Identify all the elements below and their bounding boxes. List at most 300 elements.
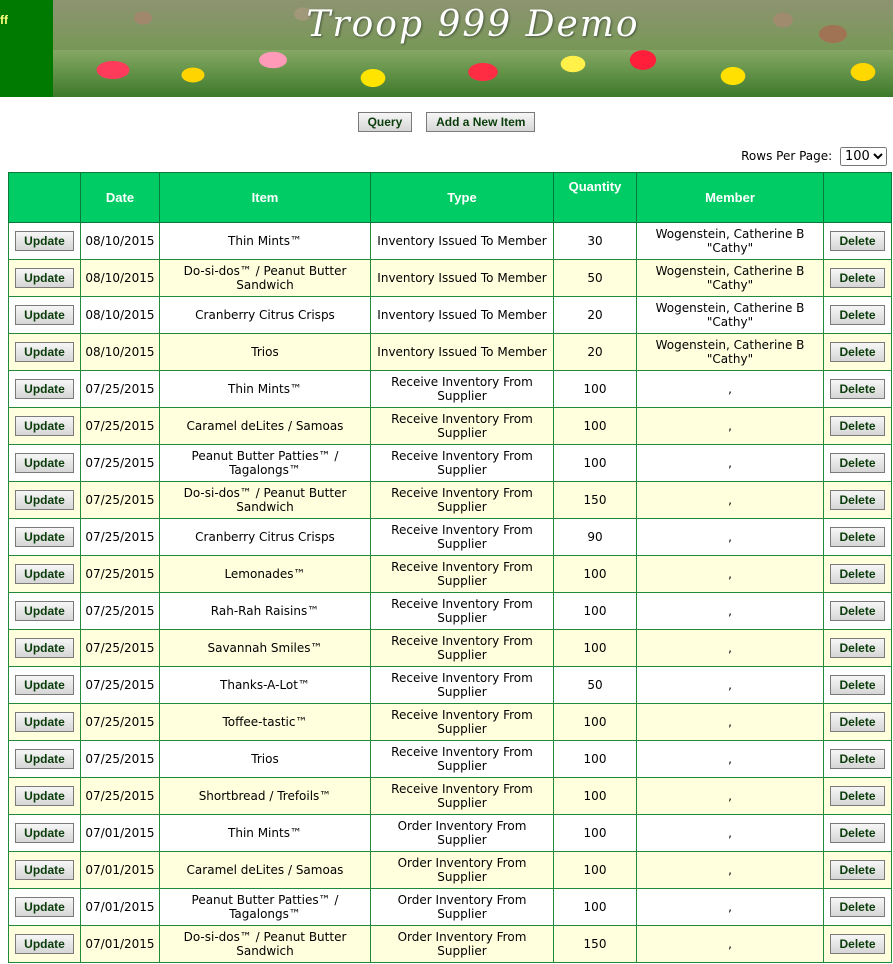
row-member: , [728,530,732,544]
delete-cell [824,778,892,815]
delete-cell [824,852,892,889]
row-type: Inventory Issued To Member [377,271,547,285]
row-member-cell [637,852,824,889]
row-type: Order Inventory From Supplier [397,893,527,921]
row-item: Rah-Rah Raisins™ [210,604,320,618]
row-item-cell [160,889,371,926]
row-type: Receive Inventory From Supplier [391,523,533,551]
delete-button[interactable]: Delete [830,675,884,695]
row-type-cell [371,741,554,778]
delete-cell [824,260,892,297]
table-row [9,852,892,889]
update-button[interactable]: Update [15,490,74,510]
row-date-cell [81,630,160,667]
row-member-cell [637,334,824,371]
delete-button[interactable]: Delete [830,638,884,658]
row-item-cell [160,223,371,260]
row-type-cell [371,371,554,408]
row-quantity: 100 [583,900,607,914]
row-member: , [728,678,732,692]
row-date: 08/10/2015 [85,308,155,322]
rows-per-page-label: Rows Per Page: [741,149,833,163]
row-type: Receive Inventory From Supplier [391,634,533,662]
row-date-cell [81,408,160,445]
delete-button[interactable]: Delete [830,823,884,843]
update-cell [9,408,81,445]
row-date: 07/25/2015 [85,641,155,655]
row-quantity: 100 [583,456,607,470]
delete-cell [824,223,892,260]
row-item: Thanks-A-Lot™ [220,678,310,692]
row-quantity: 150 [583,937,607,951]
row-quantity: 100 [583,382,607,396]
row-member: , [728,456,732,470]
delete-button[interactable]: Delete [830,416,884,436]
update-button[interactable]: Update [15,342,74,362]
row-type: Receive Inventory From Supplier [391,782,533,810]
table-row [9,519,892,556]
column-header-type[interactable]: Type [371,173,554,223]
update-cell [9,593,81,630]
row-quantity-cell [554,704,637,741]
row-item-cell [160,445,371,482]
row-member: , [728,826,732,840]
table-row [9,445,892,482]
column-header-delete [824,173,892,223]
update-cell [9,556,81,593]
row-date-cell [81,667,160,704]
row-member: , [728,641,732,655]
row-quantity-cell [554,852,637,889]
table-row [9,926,892,963]
rows-per-page-select[interactable] [840,147,887,166]
update-button[interactable]: Update [15,749,74,769]
row-quantity: 100 [583,752,607,766]
row-quantity-cell [554,667,637,704]
row-type-cell [371,815,554,852]
delete-cell [824,630,892,667]
row-date: 07/01/2015 [85,826,155,840]
row-quantity: 90 [587,530,603,544]
table-body [9,223,892,963]
row-member: , [728,937,732,951]
row-quantity-cell [554,593,637,630]
row-type-cell [371,667,554,704]
row-type: Receive Inventory From Supplier [391,597,533,625]
delete-button[interactable]: Delete [830,749,884,769]
row-member: , [728,493,732,507]
update-button[interactable]: Update [15,564,74,584]
row-member: , [728,567,732,581]
row-item: Shortbread / Trefoils™ [198,789,332,803]
row-item: Trios [251,752,279,766]
delete-cell [824,889,892,926]
row-quantity-cell [554,889,637,926]
row-member-cell [637,519,824,556]
row-item-cell [160,704,371,741]
update-button[interactable]: Update [15,305,74,325]
row-member-cell [637,408,824,445]
row-quantity-cell [554,260,637,297]
row-type-cell [371,630,554,667]
row-quantity-cell [554,778,637,815]
row-item-cell [160,519,371,556]
row-item: Trios [251,345,279,359]
table-row [9,889,892,926]
row-type: Order Inventory From Supplier [397,856,527,884]
update-button[interactable]: Update [15,712,74,732]
header-left-panel [0,0,53,97]
row-item: Lemonades™ [224,567,306,581]
row-quantity-cell [554,297,637,334]
add-new-item-button[interactable]: Add a New Item [426,112,535,132]
row-member-cell [637,704,824,741]
row-date-cell [81,519,160,556]
delete-cell [824,334,892,371]
row-quantity: 30 [587,234,603,248]
row-member: Wogenstein, Catherine B "Cathy" [655,338,805,366]
table-row [9,297,892,334]
delete-cell [824,815,892,852]
row-date-cell [81,482,160,519]
delete-button[interactable]: Delete [830,305,884,325]
delete-button[interactable]: Delete [830,490,884,510]
row-quantity-cell [554,630,637,667]
update-cell [9,519,81,556]
row-type-cell [371,297,554,334]
update-button[interactable]: Update [15,934,74,954]
update-button[interactable]: Update [15,675,74,695]
row-member-cell [637,482,824,519]
row-item: Thin Mints™ [228,382,302,396]
row-item-cell [160,371,371,408]
row-quantity-cell [554,556,637,593]
update-button[interactable]: Update [15,268,74,288]
table-row [9,593,892,630]
row-type-cell [371,852,554,889]
row-date: 07/25/2015 [85,789,155,803]
update-button[interactable]: Update [15,453,74,473]
row-item-cell [160,556,371,593]
row-item-cell [160,482,371,519]
update-cell [9,815,81,852]
row-item: Peanut Butter Patties™ / Tagalongs™ [191,893,339,921]
column-header-item[interactable]: Item [160,173,371,223]
page-title: Troop 999 Demo [306,4,640,45]
row-item: Thin Mints™ [228,234,302,248]
table-row [9,260,892,297]
row-type-cell [371,408,554,445]
delete-button[interactable]: Delete [830,897,884,917]
row-date: 07/01/2015 [85,863,155,877]
row-type-cell [371,778,554,815]
row-type-cell [371,519,554,556]
column-header-date[interactable]: Date [81,173,160,223]
row-type-cell [371,926,554,963]
row-date-cell [81,852,160,889]
update-cell [9,371,81,408]
row-member: , [728,789,732,803]
row-type: Inventory Issued To Member [377,234,547,248]
row-quantity-cell [554,926,637,963]
row-item: Savannah Smiles™ [207,641,323,655]
update-button[interactable]: Update [15,786,74,806]
table-header-row [9,173,892,223]
row-item-cell [160,778,371,815]
column-header-member[interactable]: Member [637,173,824,223]
row-member: , [728,900,732,914]
row-date: 08/10/2015 [85,345,155,359]
table-row [9,223,892,260]
row-date: 07/25/2015 [85,715,155,729]
update-button[interactable]: Update [15,823,74,843]
row-type: Receive Inventory From Supplier [391,708,533,736]
row-item-cell [160,260,371,297]
row-type: Receive Inventory From Supplier [391,560,533,588]
row-date: 07/25/2015 [85,752,155,766]
column-header-update [9,173,81,223]
row-date: 07/01/2015 [85,900,155,914]
row-member-cell [637,926,824,963]
delete-button[interactable]: Delete [830,453,884,473]
row-item: Toffee-tastic™ [222,715,308,729]
delete-button[interactable]: Delete [830,379,884,399]
row-quantity-cell [554,445,637,482]
update-cell [9,889,81,926]
row-member-cell [637,223,824,260]
row-date-cell [81,593,160,630]
table-row [9,815,892,852]
row-member: , [728,419,732,433]
row-type: Receive Inventory From Supplier [391,412,533,440]
row-member-cell [637,556,824,593]
update-button[interactable]: Update [15,860,74,880]
row-date-cell [81,223,160,260]
delete-button[interactable]: Delete [830,231,884,251]
row-item-cell [160,815,371,852]
row-member-cell [637,593,824,630]
row-member-cell [637,889,824,926]
delete-cell [824,408,892,445]
row-type: Order Inventory From Supplier [397,930,527,958]
row-date: 07/25/2015 [85,567,155,581]
row-member: , [728,715,732,729]
update-button[interactable]: Update [15,231,74,251]
row-member: Wogenstein, Catherine B "Cathy" [655,227,805,255]
row-type-cell [371,482,554,519]
delete-cell [824,926,892,963]
row-type-cell [371,704,554,741]
row-quantity: 20 [587,345,603,359]
row-date-cell [81,889,160,926]
update-cell [9,926,81,963]
row-item-cell [160,408,371,445]
row-quantity-cell [554,482,637,519]
row-member-cell [637,741,824,778]
row-quantity: 50 [587,271,603,285]
update-cell [9,667,81,704]
delete-button[interactable]: Delete [830,712,884,732]
update-button[interactable]: Update [15,897,74,917]
inventory-table [8,172,892,963]
row-date-cell [81,334,160,371]
row-item-cell [160,667,371,704]
row-member-cell [637,371,824,408]
row-quantity: 100 [583,567,607,581]
row-quantity: 150 [583,493,607,507]
row-item: Thin Mints™ [228,826,302,840]
row-quantity-cell [554,519,637,556]
row-member-cell [637,445,824,482]
row-type: Receive Inventory From Supplier [391,745,533,773]
row-member-cell [637,815,824,852]
row-type: Order Inventory From Supplier [397,819,527,847]
row-date-cell [81,926,160,963]
table-row [9,630,892,667]
table-row [9,667,892,704]
delete-cell [824,519,892,556]
row-date-cell [81,741,160,778]
row-type-cell [371,889,554,926]
row-quantity-cell [554,815,637,852]
row-item: Cranberry Citrus Crisps [195,530,335,544]
update-cell [9,741,81,778]
row-quantity: 100 [583,863,607,877]
row-type-cell [371,223,554,260]
header-banner [53,0,893,97]
update-cell [9,482,81,519]
row-item: Cranberry Citrus Crisps [195,308,335,322]
update-cell [9,704,81,741]
update-button[interactable]: Update [15,527,74,547]
row-quantity: 20 [587,308,603,322]
row-date: 08/10/2015 [85,234,155,248]
row-item: Caramel deLites / Samoas [186,419,344,433]
row-date-cell [81,260,160,297]
update-button[interactable]: Update [15,601,74,621]
row-member: , [728,382,732,396]
row-date: 07/01/2015 [85,937,155,951]
toolbar [0,112,893,132]
update-cell [9,445,81,482]
delete-cell [824,482,892,519]
row-item-cell [160,334,371,371]
update-button[interactable]: Update [15,638,74,658]
update-cell [9,260,81,297]
row-date-cell [81,445,160,482]
delete-cell [824,445,892,482]
row-date-cell [81,556,160,593]
row-date-cell [81,704,160,741]
delete-cell [824,593,892,630]
row-member: Wogenstein, Catherine B "Cathy" [655,264,805,292]
delete-button[interactable]: Delete [830,564,884,584]
row-member: , [728,863,732,877]
delete-button[interactable]: Delete [830,601,884,621]
row-quantity: 50 [587,678,603,692]
row-quantity-cell [554,741,637,778]
row-member: , [728,752,732,766]
row-item-cell [160,297,371,334]
header-left-text: ff [0,13,8,27]
update-cell [9,778,81,815]
table-row [9,371,892,408]
row-quantity-cell [554,223,637,260]
delete-button[interactable]: Delete [830,268,884,288]
update-cell [9,630,81,667]
row-item-cell [160,593,371,630]
page-header [0,0,893,97]
delete-cell [824,297,892,334]
column-header-quantity[interactable]: Quantity [554,173,637,223]
update-cell [9,297,81,334]
row-item: Do-si-dos™ / Peanut Butter Sandwich [183,930,347,958]
update-button[interactable]: Update [15,379,74,399]
row-item: Do-si-dos™ / Peanut Butter Sandwich [183,264,347,292]
row-date: 07/25/2015 [85,456,155,470]
delete-cell [824,667,892,704]
row-member: , [728,604,732,618]
row-date-cell [81,815,160,852]
row-type: Receive Inventory From Supplier [391,671,533,699]
row-item-cell [160,630,371,667]
update-cell [9,334,81,371]
row-quantity: 100 [583,826,607,840]
row-date: 07/25/2015 [85,493,155,507]
row-item: Do-si-dos™ / Peanut Butter Sandwich [183,486,347,514]
delete-cell [824,371,892,408]
delete-cell [824,704,892,741]
delete-cell [824,556,892,593]
update-button[interactable]: Update [15,416,74,436]
row-item-cell [160,741,371,778]
row-date: 08/10/2015 [85,271,155,285]
row-date-cell [81,371,160,408]
table-row [9,741,892,778]
delete-button[interactable]: Delete [830,934,884,954]
update-cell [9,852,81,889]
table-row [9,704,892,741]
row-quantity: 100 [583,641,607,655]
row-item: Peanut Butter Patties™ / Tagalongs™ [191,449,339,477]
row-type-cell [371,556,554,593]
table-row [9,408,892,445]
row-date-cell [81,778,160,815]
row-quantity-cell [554,334,637,371]
row-date: 07/25/2015 [85,419,155,433]
row-item-cell [160,926,371,963]
row-member: Wogenstein, Catherine B "Cathy" [655,301,805,329]
row-type: Inventory Issued To Member [377,308,547,322]
row-quantity-cell [554,371,637,408]
row-date-cell [81,297,160,334]
row-type-cell [371,260,554,297]
row-type-cell [371,445,554,482]
delete-button[interactable]: Delete [830,786,884,806]
delete-button[interactable]: Delete [830,527,884,547]
row-member-cell [637,778,824,815]
delete-button[interactable]: Delete [830,342,884,362]
delete-button[interactable]: Delete [830,860,884,880]
query-button[interactable]: Query [358,112,413,132]
update-cell [9,223,81,260]
table-row [9,482,892,519]
row-quantity: 100 [583,715,607,729]
row-quantity: 100 [583,604,607,618]
row-date: 07/25/2015 [85,530,155,544]
row-type: Receive Inventory From Supplier [391,375,533,403]
row-quantity: 100 [583,419,607,433]
